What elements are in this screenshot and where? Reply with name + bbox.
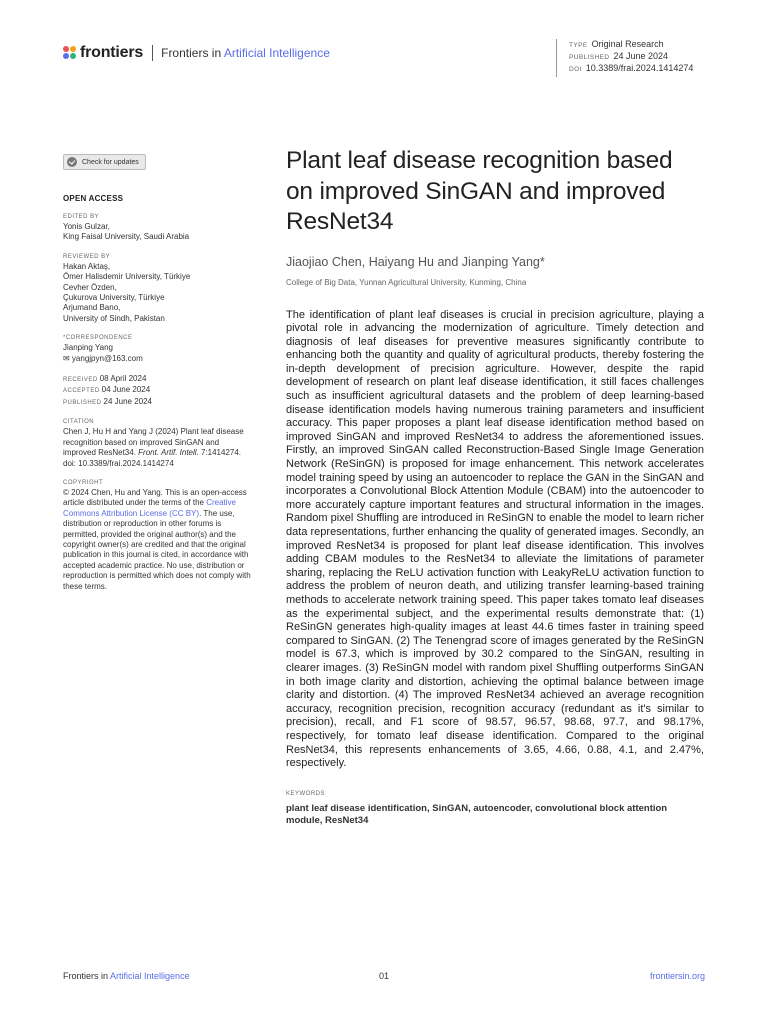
article-type: TYPE Original Research — [569, 39, 664, 49]
reviewed-by: REVIEWED BY Hakan Aktaş, Ömer Halisdemir University, Türkiye Cevher Özden, Çukurova University, Türkiye Arjumand Bano, University of Sindh, Pakistan — [63, 253, 191, 323]
open-access-label: OPEN ACCESS — [63, 194, 124, 203]
article-abstract: The identification of plant leaf diseases is crucial in precision agriculture, playing a pivotal role in advancing the modernization of agriculture. Timely detection and diagnosis of leaf diseases for preventive measures significantly contribute to enhancing both the quantity and quality of agricultural products, thereby fostering the in-depth development of precision agriculture. However, despite the rapid development of research on plant leaf disease identification, it still faces challenges such as insufficient agricultural datasets and the problem of deep learning-based disease identification models having numerous training parameters and insufficient accuracy. This paper proposes a plant leaf disease identification method based on improved SinGAN and improved ResNet34 to address the aforementioned issues. Firstly, an improved SinGAN called Reconstruction-Based Single Image Generation Network (ReSinGN) is proposed for image enhancement. This network accelerates model training speed by using an autoencoder to replace the GAN in the SinGAN and incorporates a Convolutional Block Attention Module (CBAM) into the autoencoder to more accurately capture important features and structural information in the images. Random pixel Shuffling are introduced in ReSinGN to enable the model to learn richer data representations, further enhancing the quality of generated images. Secondly, an improved ResNet34 is proposed for plant leaf disease identification. This involves adding CBAM modules to the ResNet34 to alleviate the limitations of parameter sharing, replacing the ReLU activation function with LeakyReLU activation function to address the problem of neuron death, and utilizing transfer learning-based training methods to accelerate network training speed. This paper takes tomato leaf diseases as the experimental subject, and the experimental results demonstrate that: (1) ReSinGN generates high-quality images at least 44.6 times faster in training speed compared to SinGAN. (2) The Tenengrad score of images generated by the ReSinGN model is 67.3, which is improved by 30.2 compared to the SinGAN, resulting in clearer images. (3) ReSinGN model with random pixel Shuffling outperforms SinGAN in both image clarity and distortion, achieving the optimal balance between image clarity and distortion. (4) The improved ResNet34 achieved an average recognition accuracy, recognition precision, recognition accuracy (redundant as it's similar to precision), recall, and F1 score of 98.57, 96.57, 98.68, 97.7, and 98.17%, respectively, for tomato leaf disease identification. Compared to the original ResNet34, this represents enhancements of 3.65, 4.66, 0.88, 4.1, and 2.47%, respectively. — [286, 308, 704, 770]
citation: CITATION Chen J, Hu H and Yang J (2024) Plant leaf disease recognition based on improved SinGAN and improved ResNet34. Front. Artif. Intell. 7:1414274. doi: 10.3389/frai.2024.1414274 — [63, 419, 244, 468]
cc-by-license-link[interactable]: Creative Commons Attribution License (CC BY) — [63, 498, 236, 518]
sidebar — [63, 154, 253, 592]
article-title: Plant leaf disease recognition based on improved SinGAN and improved ResNet34 — [286, 147, 673, 235]
article-dates: RECEIVED 08 April 2024 ACCEPTED 04 June 2024 PUBLISHED 24 June 2024 — [63, 374, 153, 406]
article-authors: Jiaojiao Chen, Haiyang Hu and Jianping Yang* — [286, 254, 545, 269]
page-footer — [63, 971, 705, 985]
frontiers-logo-icon — [63, 46, 77, 60]
article-published: PUBLISHED 24 June 2024 — [569, 51, 669, 61]
copyright: COPYRIGHT © 2024 Chen, Hu and Yang. This is an open-access article distributed under the terms of the Creative Commons Attribution License (CC BY). The use, distribution or reproduction in other forums is permitted, provided the original author(s) and the copyright owner(s) are credited and that the original publication in this journal is cited, in accordance with accepted academic practice. No use, distribution or reproduction is permitted which does not comply with these terms. — [63, 479, 251, 591]
article-doi: DOI 10.3389/frai.2024.1414274 — [569, 63, 694, 73]
journal-name: Frontiers in Artificial Intelligence — [161, 46, 330, 60]
frontiers-logo[interactable] — [63, 44, 330, 62]
check-for-updates-button[interactable]: Check for updates — [63, 154, 146, 170]
keywords: plant leaf disease identification, SinGAN, autoencoder, convolutional block attention module, ResNet34 — [286, 802, 668, 827]
article-main — [286, 146, 704, 828]
logo-text: frontiers — [80, 44, 144, 61]
edited-by: EDITED BY Yonis Gulzar, King Faisal University, Saudi Arabia — [63, 214, 190, 242]
article-meta — [556, 39, 693, 77]
keywords-label: KEYWORDS — [286, 790, 326, 797]
article-affiliation: College of Big Data, Yunnan Agricultural University, Kunming, China — [286, 277, 527, 287]
footer-site-link[interactable]: frontiersin.org — [649, 971, 705, 981]
check-updates-icon — [67, 157, 77, 167]
correspondence: *CORRESPONDENCE Jianping Yang ✉ yangjpyn@163.com — [63, 334, 253, 364]
footer-journal: Frontiers in Artificial Intelligence — [63, 971, 190, 981]
page-header — [63, 39, 703, 82]
page-number: 01 — [379, 971, 390, 981]
logo-divider — [152, 45, 153, 61]
correspondence-email[interactable]: ✉ yangjpyn@163.com — [63, 353, 143, 363]
